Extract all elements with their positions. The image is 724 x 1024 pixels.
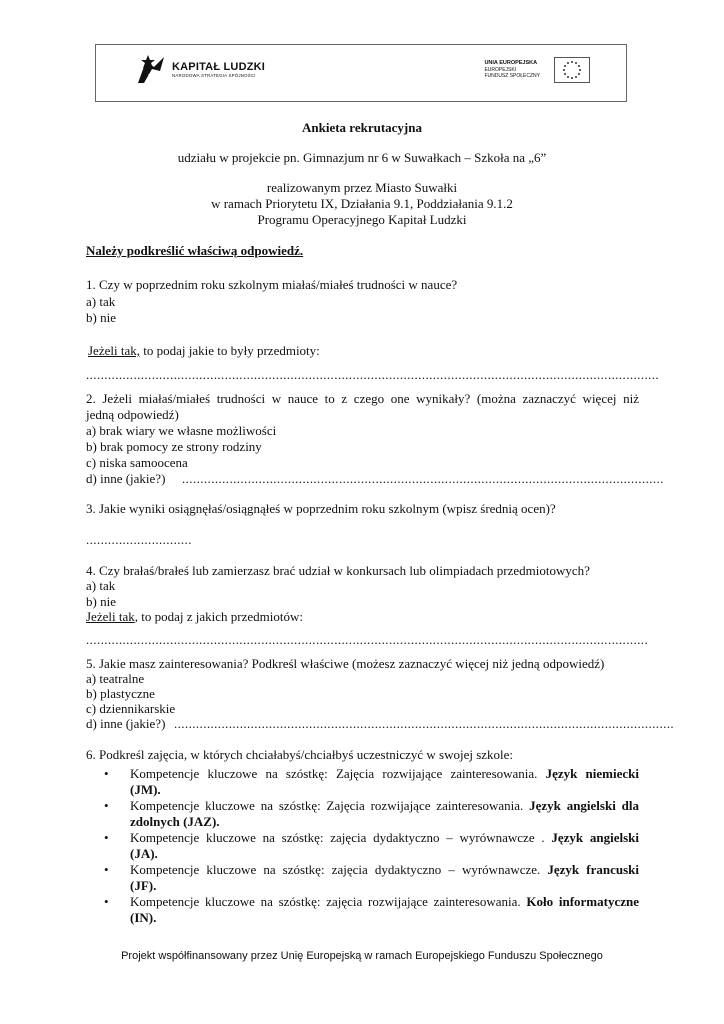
q5-question: 5. Jakie masz zainteresowania? Podkreśl właściwe (możesz zaznaczyć więcej niż jedną odpowiedź) (86, 656, 605, 671)
q5-option-c[interactable]: c) dziennikarskie (86, 701, 176, 716)
eu-flag-icon (554, 57, 590, 83)
q2-option-a[interactable]: a) brak wiary we własne możliwości (86, 423, 277, 438)
q6-question: 6. Podkreśl zajęcia, w których chciałabyś/chciałbyś uczestniczyć w swojej szkole: (86, 747, 514, 762)
q6-item-in[interactable]: Kompetencje kluczowe na szóstkę: zajęcia rozwijające zainteresowania. Koło informatyczne (IN). (130, 894, 639, 925)
q4-followup-rest: , to podaj z jakich przedmiotów: (134, 609, 303, 624)
survey-title: Ankieta rekrutacyjna (301, 120, 422, 135)
q1-answer-field[interactable]: ............................................................................................................................................................. (86, 367, 660, 382)
q3-answer-field[interactable]: ............................. (86, 532, 192, 547)
q5-option-a[interactable]: a) teatralne (86, 671, 145, 686)
eu-line3: FUNDUSZ SPOŁECZNY (484, 73, 540, 80)
q1-followup-underlined: Jeżeli tak, (88, 343, 140, 358)
kapital-ludzki-emblem-icon (134, 53, 168, 87)
kapital-ludzki-logo (134, 53, 265, 87)
q1-option-b[interactable]: b) nie (86, 310, 116, 325)
q6-item-ja[interactable]: Kompetencje kluczowe na szóstkę: zajęcia dydaktyczno – wyrównawcze . Język angielski (JA). (130, 830, 639, 861)
q2-option-c[interactable]: c) niska samoocena (86, 455, 188, 470)
q6-item-jm[interactable]: Kompetencje kluczowe na szóstkę: Zajęcia rozwijające zainteresowania. Język niemiecki (JM). (130, 766, 639, 797)
q5-option-b[interactable]: b) plastyczne (86, 686, 155, 701)
q2-option-b[interactable]: b) brak pomocy ze strony rodziny (86, 439, 262, 454)
info-line-1: realizowanym przez Miasto Suwałki (266, 180, 458, 195)
info-line-3: Programu Operacyjnego Kapitał Ludzki (257, 212, 467, 227)
q1-followup-rest: to podaj jakie to były przedmioty: (139, 343, 320, 358)
q4-question: 4. Czy brałaś/brałeś lub zamierzasz brać udział w konkursach lub olimpiadach przedmiotowych? (86, 563, 590, 578)
q5-other-field[interactable]: ......................................................................................................................................... (174, 716, 675, 731)
q4-answer-field[interactable]: .......................................................................................................................................................... (86, 632, 649, 647)
q4-option-b[interactable]: b) nie (86, 594, 116, 609)
q2-question-line2: jedną odpowiedź) (86, 407, 179, 422)
bullet-icon: • (104, 862, 109, 877)
eu-logo (484, 57, 590, 83)
eu-line2: EUROPEJSKI (484, 66, 517, 73)
survey-subtitle: udziału w projekcie pn. Gimnazjum nr 6 w Suwałkach – Szkoła na „6” (177, 150, 547, 165)
logo-title: KAPITAŁ LUDZKI (172, 61, 266, 73)
q1-followup (88, 343, 320, 359)
q6-item-jf[interactable]: Kompetencje kluczowe na szóstkę: zajęcia dydaktyczno – wyrównawcze. Język francuski (JF). (130, 862, 639, 893)
bullet-icon: • (104, 766, 109, 781)
instruction: Należy podkreślić właściwą odpowiedź. (86, 243, 304, 258)
q6-item-jaz[interactable]: Kompetencje kluczowe na szóstkę: Zajęcia rozwijające zainteresowania. Język angielski dla zdolnych (JAZ). (130, 798, 639, 829)
bullet-icon: • (104, 798, 109, 813)
q4-option-a[interactable]: a) tak (86, 578, 116, 593)
q1-question: 1. Czy w poprzednim roku szkolnym miałaś/miałeś trudności w nauce? (86, 277, 458, 292)
q2-question-line1: 2. Jeżeli miałaś/miałeś trudności w nauce to z czego one wynikały? (można zaznaczyć więcej niż (86, 391, 639, 406)
footer-text: Projekt współfinansowany przez Unię Europejską w ramach Europejskiego Funduszu Społecznego (121, 950, 603, 962)
q4-followup-underlined: Jeżeli tak (86, 609, 135, 624)
bullet-icon: • (104, 894, 109, 909)
logo-subtitle: NARODOWA STRATEGIA SPÓJNOŚCI (172, 73, 256, 78)
q3-question: 3. Jakie wyniki osiągnęłaś/osiągnąłeś w poprzednim roku szkolnym (wpisz średnią ocen)? (86, 501, 556, 516)
q4-followup (86, 609, 303, 625)
q2-option-d[interactable]: d) inne (jakie?) (86, 471, 166, 486)
header-logo-box (95, 44, 627, 102)
bullet-icon: • (104, 830, 109, 845)
q5-option-d[interactable]: d) inne (jakie?) (86, 716, 166, 731)
q1-option-a[interactable]: a) tak (86, 294, 116, 309)
info-line-2: w ramach Priorytetu IX, Działania 9.1, Poddziałania 9.1.2 (211, 196, 513, 211)
q2-other-field[interactable]: .................................................................................................................................... (182, 471, 664, 486)
eu-line1: UNIA EUROPEJSKA (484, 60, 538, 67)
